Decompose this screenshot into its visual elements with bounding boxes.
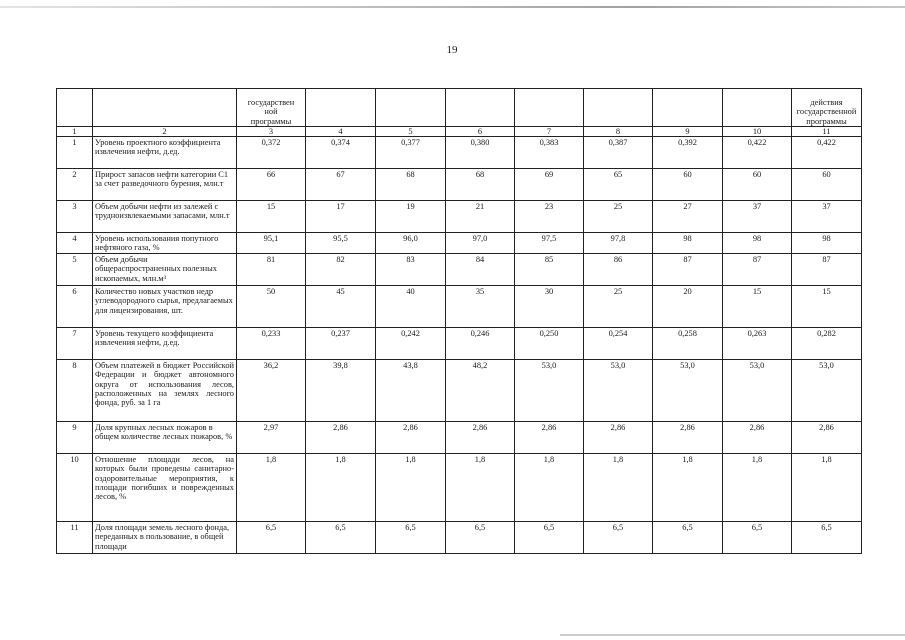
- column-number-cell: 5: [376, 127, 446, 137]
- indicator-value-cell: 0,242: [376, 327, 446, 359]
- table-row: [57, 169, 862, 201]
- indicator-value-cell: 2,86: [792, 421, 862, 453]
- scan-edge-bottom: [560, 634, 905, 636]
- column-number-cell: 11: [792, 127, 862, 137]
- indicator-value-cell: 6,5: [376, 521, 446, 553]
- indicator-value-cell: 0,387: [584, 137, 653, 169]
- indicator-value-cell: 0,258: [653, 327, 723, 359]
- header-cell: [446, 89, 515, 127]
- row-number-cell: 5: [57, 253, 93, 285]
- row-number-cell: 2: [57, 169, 93, 201]
- indicator-name-cell: Объем добычи нефти из залежей с трудноизвлекаемыми запасами, млн.т: [93, 201, 237, 233]
- indicator-value-cell: 85: [515, 253, 584, 285]
- row-number-cell: 7: [57, 327, 93, 359]
- scan-edge-top: [0, 6, 905, 8]
- indicator-value-cell: 23: [515, 201, 584, 233]
- indicator-value-cell: 67: [306, 169, 376, 201]
- row-number-cell: 3: [57, 201, 93, 233]
- indicator-value-cell: 53,0: [653, 359, 723, 421]
- indicator-value-cell: 86: [584, 253, 653, 285]
- indicator-value-cell: 6,5: [515, 521, 584, 553]
- indicator-value-cell: 2,86: [723, 421, 792, 453]
- indicator-value-cell: 37: [792, 201, 862, 233]
- header-cell: [515, 89, 584, 127]
- indicator-value-cell: 40: [376, 285, 446, 327]
- indicator-value-cell: 87: [653, 253, 723, 285]
- indicator-name-cell: Уровень текущего коэффициента извлечения нефти, д.ед.: [93, 327, 237, 359]
- indicator-value-cell: 97,0: [446, 233, 515, 254]
- indicator-value-cell: 69: [515, 169, 584, 201]
- indicator-value-cell: 65: [584, 169, 653, 201]
- table-row: [57, 521, 862, 553]
- indicator-name-cell: Доля крупных лесных пожаров в общем количестве лесных пожаров, %: [93, 421, 237, 453]
- table-row: [57, 137, 862, 169]
- indicator-value-cell: 1,8: [446, 453, 515, 521]
- indicator-value-cell: 1,8: [792, 453, 862, 521]
- row-number-cell: 9: [57, 421, 93, 453]
- indicator-value-cell: 6,5: [792, 521, 862, 553]
- indicator-value-cell: 60: [792, 169, 862, 201]
- column-number-cell: 6: [446, 127, 515, 137]
- row-number-cell: 1: [57, 137, 93, 169]
- indicator-value-cell: 0,250: [515, 327, 584, 359]
- indicator-name-cell: Прирост запасов нефти категории С1 за счет разведочного бурения, млн.т: [93, 169, 237, 201]
- indicator-value-cell: 6,5: [306, 521, 376, 553]
- indicator-name-cell: Количество новых участков недр углеводородного сырья, предлагаемых для лицензирования, шт.: [93, 285, 237, 327]
- indicators-table: [56, 88, 862, 554]
- indicator-value-cell: 97,8: [584, 233, 653, 254]
- table-row: [57, 201, 862, 233]
- indicator-value-cell: 98: [792, 233, 862, 254]
- indicator-value-cell: 19: [376, 201, 446, 233]
- indicator-value-cell: 0,422: [723, 137, 792, 169]
- column-number-cell: 8: [584, 127, 653, 137]
- indicator-value-cell: 36,2: [237, 359, 306, 421]
- indicator-value-cell: 48,2: [446, 359, 515, 421]
- indicator-value-cell: 0,374: [306, 137, 376, 169]
- indicator-name-cell: Уровень проектного коэффициента извлечения нефти, д.ед.: [93, 137, 237, 169]
- row-number-cell: 6: [57, 285, 93, 327]
- indicator-value-cell: 45: [306, 285, 376, 327]
- indicator-value-cell: 1,8: [584, 453, 653, 521]
- indicator-value-cell: 2,86: [306, 421, 376, 453]
- indicator-value-cell: 25: [584, 201, 653, 233]
- indicator-value-cell: 87: [792, 253, 862, 285]
- indicator-value-cell: 35: [446, 285, 515, 327]
- indicator-value-cell: 53,0: [584, 359, 653, 421]
- table-row: [57, 421, 862, 453]
- indicator-value-cell: 6,5: [446, 521, 515, 553]
- indicator-value-cell: 81: [237, 253, 306, 285]
- indicator-value-cell: 53,0: [723, 359, 792, 421]
- indicator-value-cell: 96,0: [376, 233, 446, 254]
- indicator-value-cell: 50: [237, 285, 306, 327]
- indicator-value-cell: 0,263: [723, 327, 792, 359]
- indicator-value-cell: 30: [515, 285, 584, 327]
- indicator-value-cell: 2,86: [653, 421, 723, 453]
- indicator-value-cell: 60: [653, 169, 723, 201]
- table-row: [57, 359, 862, 421]
- indicator-value-cell: 1,8: [723, 453, 792, 521]
- indicator-value-cell: 97,5: [515, 233, 584, 254]
- column-number-cell: 4: [306, 127, 376, 137]
- header-cell: [723, 89, 792, 127]
- indicator-value-cell: 0,233: [237, 327, 306, 359]
- indicator-value-cell: 6,5: [653, 521, 723, 553]
- indicator-value-cell: 21: [446, 201, 515, 233]
- indicator-value-cell: 83: [376, 253, 446, 285]
- table-row: [57, 285, 862, 327]
- indicator-name-cell: Объем добычи общераспространенных полезных ископаемых, млн.м³: [93, 253, 237, 285]
- indicator-value-cell: 6,5: [584, 521, 653, 553]
- indicator-value-cell: 6,5: [237, 521, 306, 553]
- table-row: [57, 453, 862, 521]
- indicator-value-cell: 0,372: [237, 137, 306, 169]
- indicator-value-cell: 0,246: [446, 327, 515, 359]
- indicator-value-cell: 53,0: [515, 359, 584, 421]
- header-cell: [306, 89, 376, 127]
- page-number: 19: [446, 44, 458, 56]
- indicator-value-cell: 37: [723, 201, 792, 233]
- column-number-cell: 1: [57, 127, 93, 137]
- indicator-name-cell: Доля площади земель лесного фонда, переданных в пользование, в общей площади: [93, 521, 237, 553]
- table-row: [57, 233, 862, 254]
- indicator-value-cell: 1,8: [653, 453, 723, 521]
- indicator-value-cell: 25: [584, 285, 653, 327]
- indicator-name-cell: Отношение площади лесов, на которых были проведены санитарно-оздоровительные мероприятия, к площади погибших и поврежденных лесов, %: [93, 453, 237, 521]
- indicator-value-cell: 82: [306, 253, 376, 285]
- indicator-value-cell: 39,8: [306, 359, 376, 421]
- header-cell: [376, 89, 446, 127]
- indicator-value-cell: 98: [723, 233, 792, 254]
- indicator-value-cell: 66: [237, 169, 306, 201]
- row-number-cell: 8: [57, 359, 93, 421]
- indicator-value-cell: 1,8: [376, 453, 446, 521]
- row-number-cell: 4: [57, 233, 93, 254]
- indicator-value-cell: 68: [376, 169, 446, 201]
- indicator-value-cell: 1,8: [237, 453, 306, 521]
- indicator-value-cell: 2,86: [376, 421, 446, 453]
- indicator-value-cell: 0,254: [584, 327, 653, 359]
- indicator-value-cell: 87: [723, 253, 792, 285]
- header-cell: [584, 89, 653, 127]
- indicator-value-cell: 15: [723, 285, 792, 327]
- header-cell: государствен ной программы: [237, 89, 306, 127]
- header-row: [57, 89, 862, 127]
- indicator-value-cell: 84: [446, 253, 515, 285]
- row-number-cell: 11: [57, 521, 93, 553]
- indicator-value-cell: 0,380: [446, 137, 515, 169]
- indicator-value-cell: 1,8: [515, 453, 584, 521]
- table-body: [57, 89, 862, 554]
- indicator-value-cell: 1,8: [306, 453, 376, 521]
- indicator-value-cell: 43,8: [376, 359, 446, 421]
- column-number-cell: 3: [237, 127, 306, 137]
- indicator-value-cell: 2,86: [515, 421, 584, 453]
- indicator-value-cell: 15: [237, 201, 306, 233]
- indicator-value-cell: 0,392: [653, 137, 723, 169]
- indicator-value-cell: 0,237: [306, 327, 376, 359]
- indicator-value-cell: 53,0: [792, 359, 862, 421]
- header-cell: действия государственной программы: [792, 89, 862, 127]
- indicator-name-cell: Объем платежей в бюджет Российской Федерации и бюджет автономного округа от использования лесов, расположенных на землях лесного фонда, руб. за 1 га: [93, 359, 237, 421]
- column-number-cell: 9: [653, 127, 723, 137]
- indicator-value-cell: 15: [792, 285, 862, 327]
- indicator-value-cell: 95,5: [306, 233, 376, 254]
- indicator-value-cell: 0,422: [792, 137, 862, 169]
- indicator-name-cell: Уровень использования попутного нефтяного газа, %: [93, 233, 237, 254]
- indicator-value-cell: 20: [653, 285, 723, 327]
- indicator-value-cell: 0,377: [376, 137, 446, 169]
- indicator-value-cell: 95,1: [237, 233, 306, 254]
- header-cell: [653, 89, 723, 127]
- column-number-cell: 7: [515, 127, 584, 137]
- column-number-row: [57, 127, 862, 137]
- indicator-value-cell: 17: [306, 201, 376, 233]
- indicator-value-cell: 98: [653, 233, 723, 254]
- header-cell: [57, 89, 93, 127]
- indicator-value-cell: 2,86: [584, 421, 653, 453]
- column-number-cell: 10: [723, 127, 792, 137]
- row-number-cell: 10: [57, 453, 93, 521]
- indicator-value-cell: 2,86: [446, 421, 515, 453]
- table-row: [57, 327, 862, 359]
- indicator-value-cell: 2,97: [237, 421, 306, 453]
- indicator-value-cell: 0,282: [792, 327, 862, 359]
- table-row: [57, 253, 862, 285]
- indicator-value-cell: 6,5: [723, 521, 792, 553]
- indicator-value-cell: 60: [723, 169, 792, 201]
- indicator-value-cell: 27: [653, 201, 723, 233]
- column-number-cell: 2: [93, 127, 237, 137]
- indicator-value-cell: 0,383: [515, 137, 584, 169]
- header-cell: [93, 89, 237, 127]
- indicator-value-cell: 68: [446, 169, 515, 201]
